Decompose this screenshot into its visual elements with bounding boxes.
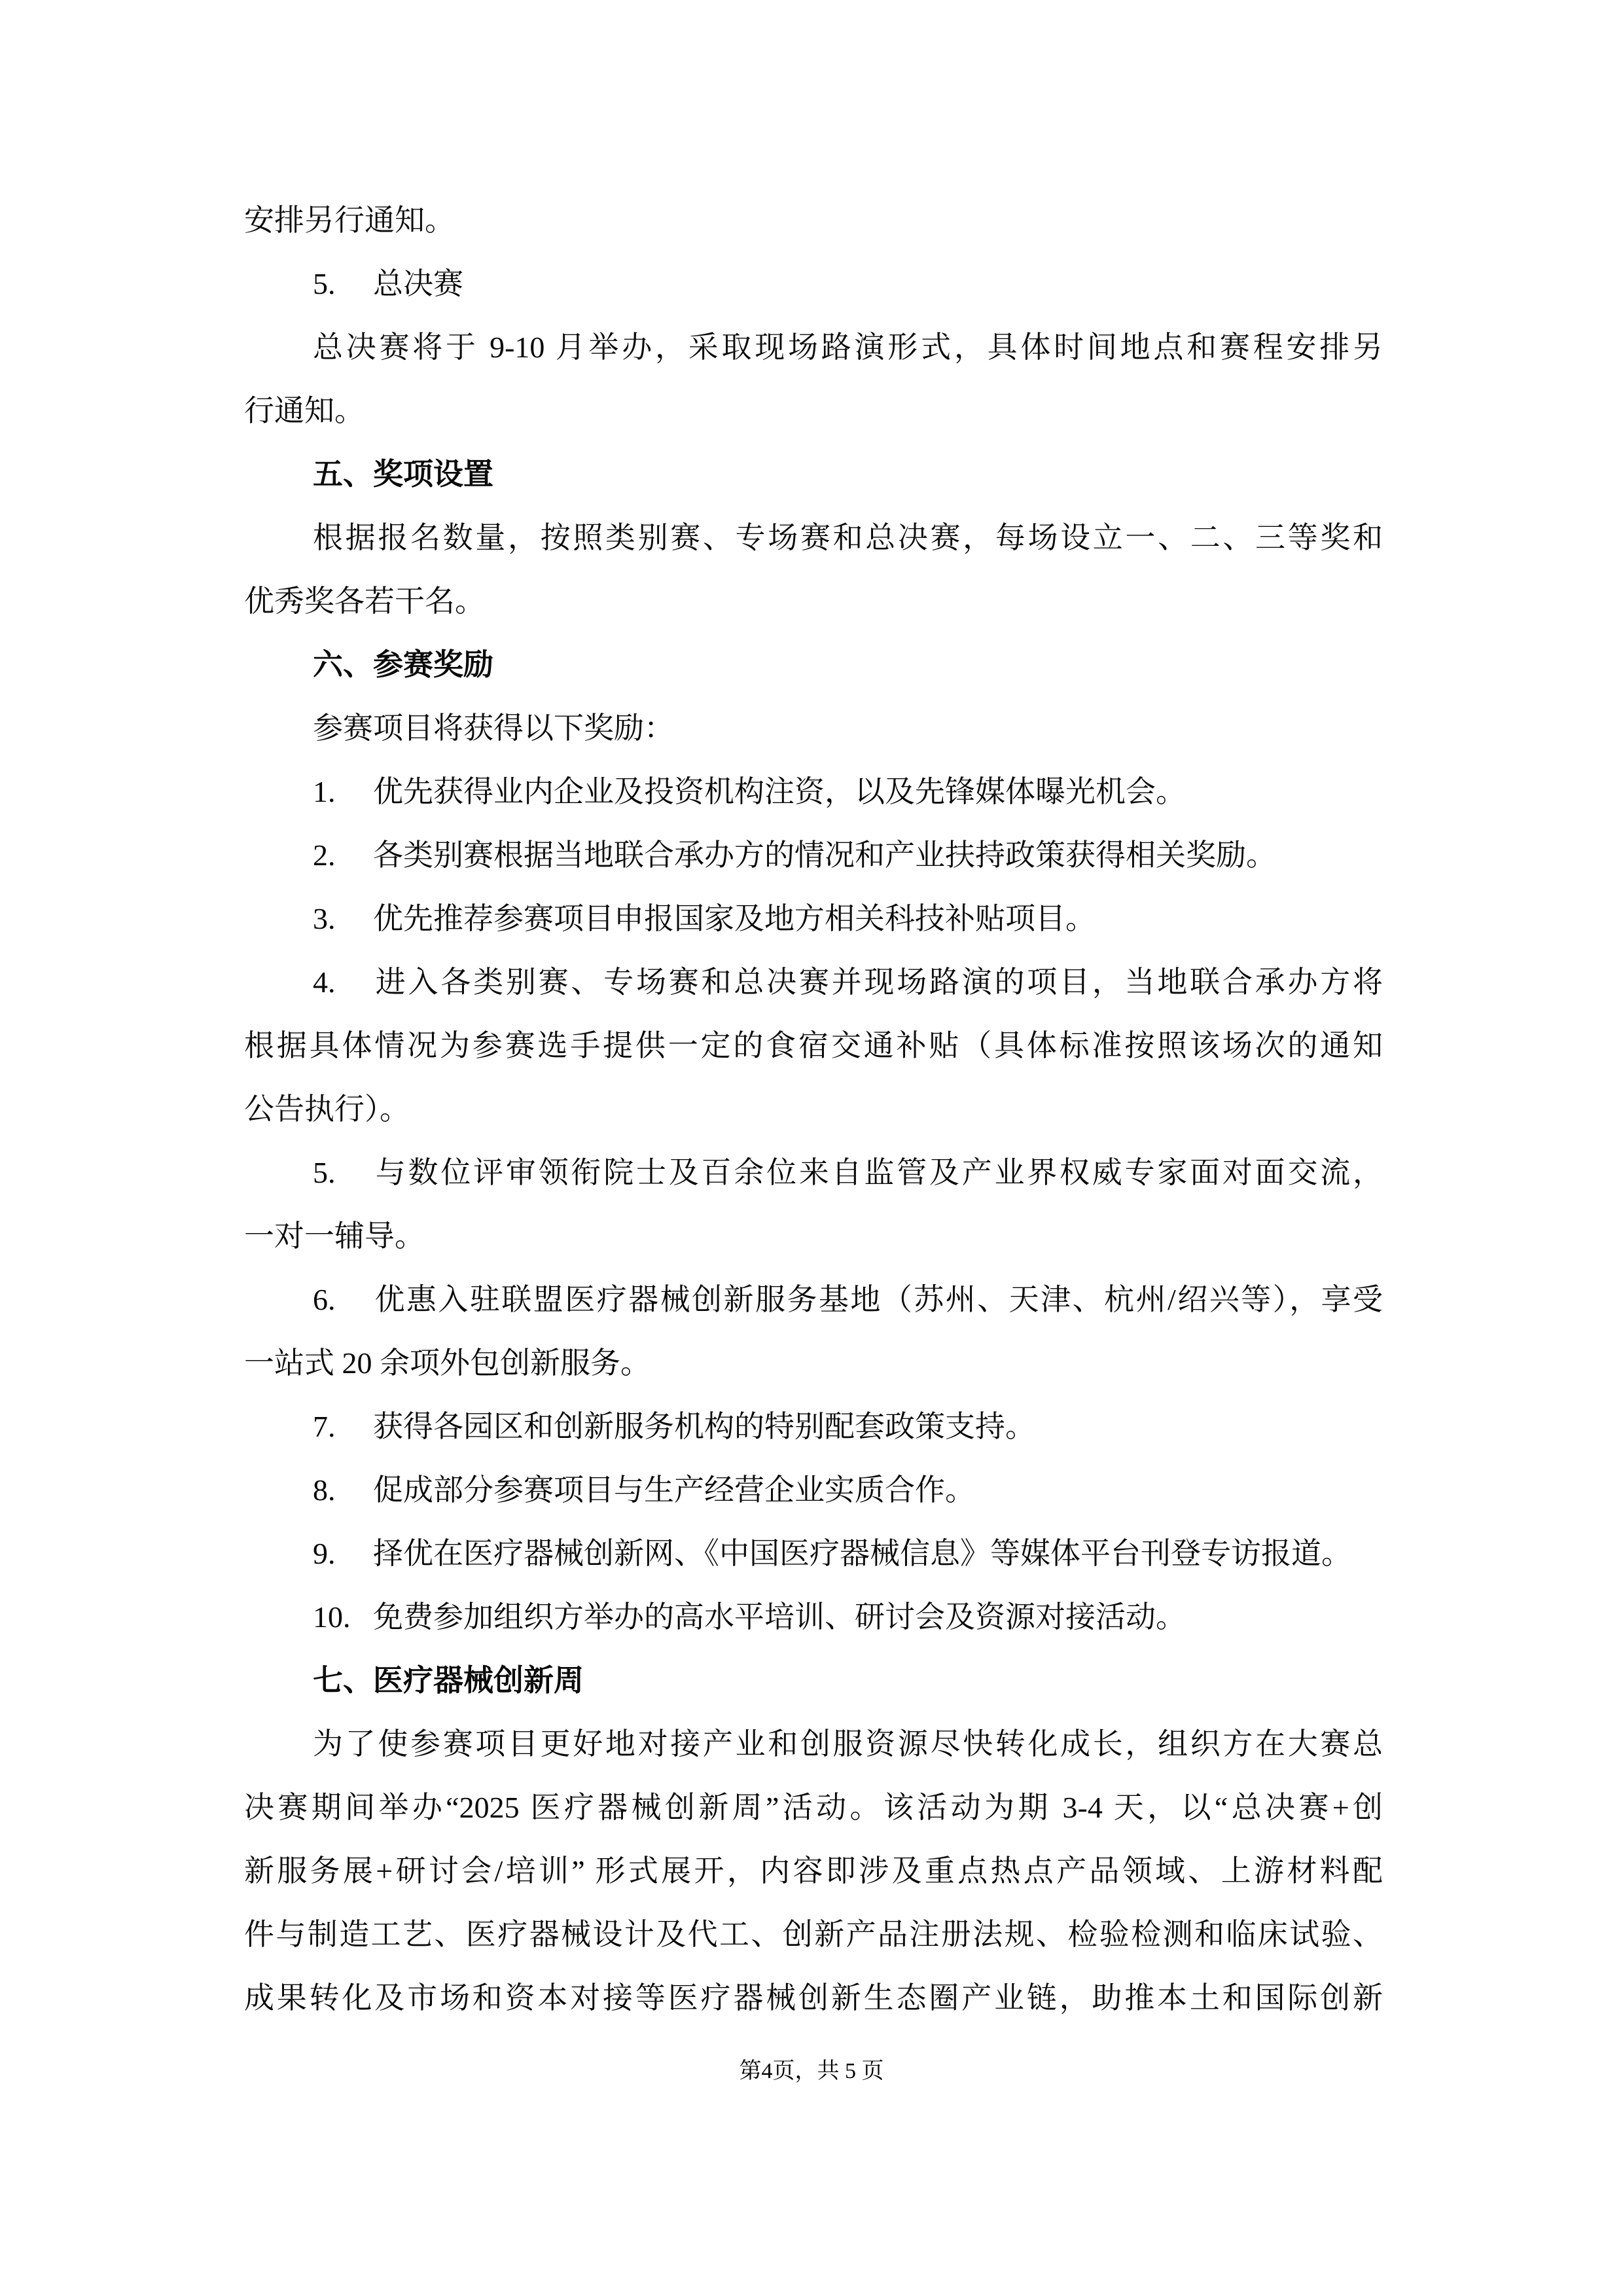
list-number: 10. (313, 1600, 351, 1634)
list-number: 5. (313, 1156, 336, 1189)
section-heading: 七、医疗器械创新周 (313, 1663, 584, 1697)
body-line: 参赛项目将获得以下奖励： (313, 711, 674, 745)
body-line: 行通知。 (244, 394, 365, 427)
list-item (244, 823, 1383, 887)
list-item-text: 进入各类别赛、专场赛和总决赛并现场路演的项目，当地联合承办方将 (373, 965, 1383, 999)
list-number: 6. (313, 1283, 336, 1316)
section-heading: 六、参赛奖励 (313, 647, 493, 681)
list-item-text: 获得各园区和创新服务机构的特别配套政策支持。 (373, 1410, 1035, 1443)
body-line: 一站式 20 余项外包创新服务。 (244, 1346, 651, 1380)
list-item-text: 促成部分参赛项目与生产经营企业实质合作。 (373, 1473, 975, 1507)
body-line: 件与制造工艺、医疗器械设计及代工、创新产品注册法规、检验检测和临床试验、 (244, 1918, 1383, 1951)
list-number: 2. (313, 838, 336, 872)
body-line: 为了使参赛项目更好地对接产业和创服资源尽快转化成长，组织方在大赛总 (313, 1727, 1383, 1761)
body-line: 根据报名数量，按照类别赛、专场赛和总决赛，每场设立一、二、三等奖和 (313, 521, 1383, 554)
body-line: 一对一辅导。 (244, 1219, 425, 1253)
list-item-text: 各类别赛根据当地联合承办方的情况和产业扶持政策获得相关奖励。 (373, 838, 1276, 872)
list-item-text: 总决赛 (373, 267, 463, 300)
body-line: 安排另行通知。 (244, 204, 455, 237)
list-item-text: 择优在医疗器械创新网、《中国医疗器械信息》等媒体平台刊登专访报道。 (373, 1537, 1351, 1570)
body-line: 总决赛将于 9-10 月举办，采取现场路演形式，具体时间地点和赛程安排另 (313, 331, 1383, 364)
list-number: 9. (313, 1537, 336, 1570)
document-body (244, 188, 1383, 2030)
list-item (244, 1522, 1383, 1585)
list-item-text: 优惠入驻联盟医疗器械创新服务基地（苏州、天津、杭州/绍兴等），享受 (373, 1283, 1383, 1316)
list-item (244, 760, 1383, 823)
list-item (244, 887, 1383, 950)
section-heading: 五、奖项设置 (313, 457, 493, 491)
list-item-text: 优先获得业内企业及投资机构注资，以及先锋媒体曝光机会。 (373, 775, 1186, 808)
body-line: 新服务展+研讨会/培训” 形式展开，内容即涉及重点热点产品领域、上游材料配 (244, 1854, 1383, 1888)
list-number: 1. (313, 775, 336, 808)
list-item (244, 1458, 1383, 1522)
list-number: 8. (313, 1473, 336, 1507)
body-line: 决赛期间举办“2025 医疗器械创新周”活动。该活动为期 3-4 天，以“总决赛+创 (244, 1791, 1383, 1824)
list-item (244, 1268, 1383, 1331)
list-item-text: 优先推荐参赛项目申报国家及地方相关科技补贴项目。 (373, 902, 1096, 935)
list-item (244, 1141, 1383, 1204)
body-line: 成果转化及市场和资本对接等医疗器械创新生态圈产业链，助推本土和国际创新 (244, 1981, 1383, 2015)
list-item-text: 与数位评审领衔院士及百余位来自监管及产业界权威专家面对面交流， (373, 1156, 1383, 1189)
list-number: 4. (313, 965, 336, 999)
list-item (244, 1585, 1383, 1649)
list-item (244, 950, 1383, 1014)
body-line: 公告执行）。 (244, 1092, 410, 1126)
list-number: 7. (313, 1410, 336, 1443)
list-number: 5. (313, 267, 336, 300)
body-line: 根据具体情况为参赛选手提供一定的食宿交通补贴（具体标准按照该场次的通知 (244, 1029, 1383, 1062)
list-item-text: 免费参加组织方举办的高水平培训、研讨会及资源对接活动。 (373, 1600, 1186, 1634)
list-item (244, 252, 1383, 315)
body-line: 优秀奖各若干名。 (244, 584, 485, 618)
list-item (244, 1395, 1383, 1458)
list-number: 3. (313, 902, 336, 935)
page-footer: 第4页，共 5 页 (739, 2059, 884, 2083)
